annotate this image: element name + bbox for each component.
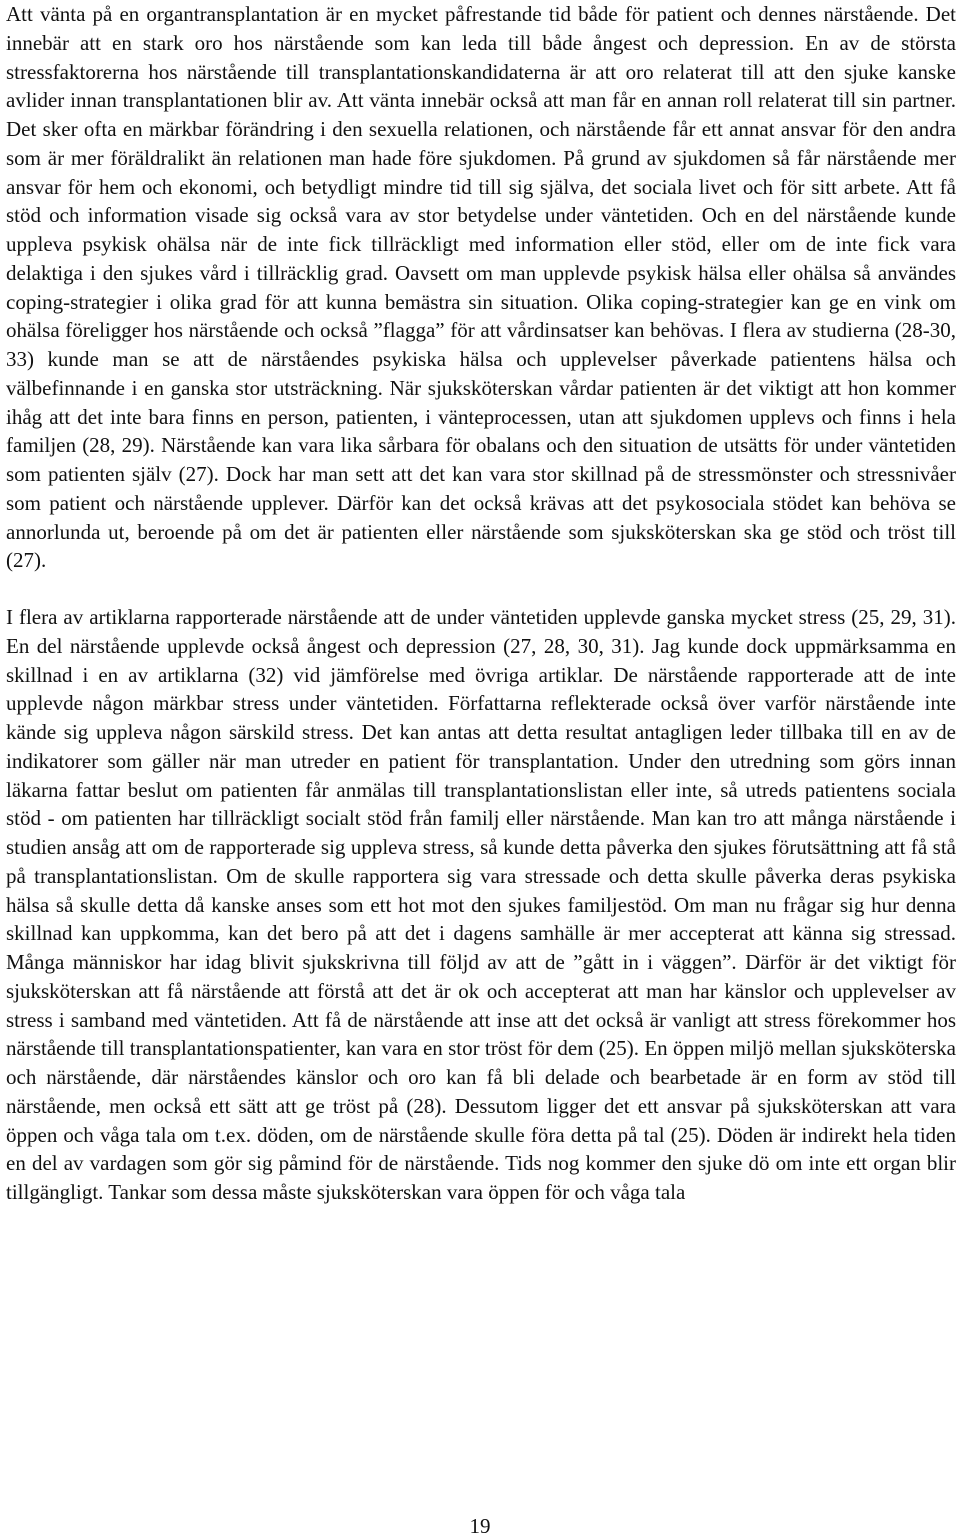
document-page [6,0,956,1207]
page-number: 19 [469,1514,491,1538]
body-paragraph-2: I flera av artiklarna rapporterade närstående att de under väntetiden upplevde ganska mycket stress (25, 29, 31). En del närstående upplevde också ångest och depression (27, 28, 30, 31). Jag kunde dock uppmärksamma en skillnad i en av artiklarna (32) vid jämförelse med övriga artiklar. De närstående rapporterade att de inte upplevde någon märkbar stress under väntetiden. Författarna reflekterade också över varför närstående inte kände sig uppleva någon särskild stress. Det kan antas att detta resultat antagligen leder tillbaka till en av de indikatorer som gäller när man utreder en patient för transplantation. Under den utredning som görs innan läkarna fattar beslut om patienten får anmälas till transplantationslistan eller inte, så utreds patientens sociala stöd - om patienten har tillräckligt socialt stöd från familj eller närstående. Man kan tro att många närstående i studien ansåg att om de rapporterade sig uppleva stress, så kunde detta påverka den sjukes förutsättning att få stå på transplantationslistan. Om de skulle rapportera sig vara stressade och detta skulle påverka deras psykiska hälsa så skulle detta då kanske anses som ett hot mot den sjukes familjestöd. Om man nu frågar sig hur denna skillnad kan uppkomma, kan det bero på att det i dagens samhälle är mer accepterat att känna sig stressad. Många människor har idag blivit sjukskrivna till följd av att de ”gått in i väggen”. Därför är det viktigt för sjuksköterskan att få närstående att förstå att det är ok och accepterat att man har känslor och upplevelser av stress i samband med väntetiden. Att få de närstående att inse att det också är vanligt att stress förekommer hos närstående till transplantationspatienter, kan vara en stor tröst för dem (25). En öppen miljö mellan sjuksköterska och närstående, där närståendes känslor och oro kan få bli delade och bearbetade är en form av stöd till närstående, men också ett sätt att ge tröst på (28). Dessutom ligger det ett ansvar på sjuksköterskan att vara öppen och våga tala om t.ex. döden, om de närstående skulle föra detta på tal (25). Döden är indirekt hela tiden en del av vardagen som gör sig påmind för de närstående. Tids nog kommer den sjuke dö om inte ett organ blir tillgängligt. Tankar som dessa måste sjuksköterskan vara öppen för och våga tala [6,605,956,1204]
body-paragraph-1: Att vänta på en organtransplantation är en mycket påfrestande tid både för patient och dennes närstående. Det innebär att en stark oro hos närstående som kan leda till både ångest och depression. En av de största stressfaktorerna hos närstående till transplantationskandidaterna är att oro relaterat till att den sjuke kanske avlider innan transplantationen blir av. Att vänta innebär också att man får en annan roll relaterat till sin partner. Det sker ofta en märkbar förändring i den sexuella relationen, och närstående får ett annat ansvar för den andra som är mer föräldralikt än relationen man hade före sjukdomen. På grund av sjukdomen så får närstående mer ansvar för hem och ekonomi, och betydligt mindre tid till sig själva, det sociala livet och för sitt arbete. Att få stöd och information visade sig också vara av stor betydelse under väntetiden. Och en del närstående kunde uppleva psykisk ohälsa när de inte fick tillräckligt med information eller stöd, eller om de inte fick vara delaktiga i den sjukes vård i tillräcklig grad. Oavsett om man upplevde psykisk hälsa eller ohälsa så användes coping-strategier i olika grad för att kunna bemästra sin situation. Olika coping-strategier kan ge en vink om ohälsa föreligger hos närstående och också ”flagga” för att vårdinsatser kan behövas. I flera av studierna (28-30, 33) kunde man se att de närståendes psykiska hälsa och upplevelser påverkade patientens hälsa och välbefinnande i en ganska stor utsträckning. När sjuksköterskan vårdar patienten är det viktigt att hon kommer ihåg att det inte bara finns en person, patienten, i vänteprocessen, utan att sjukdomen upplevs och finns i hela familjen (28, 29). Närstående kan vara lika sårbara för obalans och den situation de utsätts för under väntetiden som patienten själv (27). Dock har man sett att det kan vara stor skillnad på de stressmönster och stressnivåer som patient och närstående upplever. Därför kan det också krävas att det psykosociala stödet kan behöva se annorlunda ut, beroende på om det är patienten eller närstående som sjuksköterskan ska ge stöd och tröst till (27). [6,2,956,573]
